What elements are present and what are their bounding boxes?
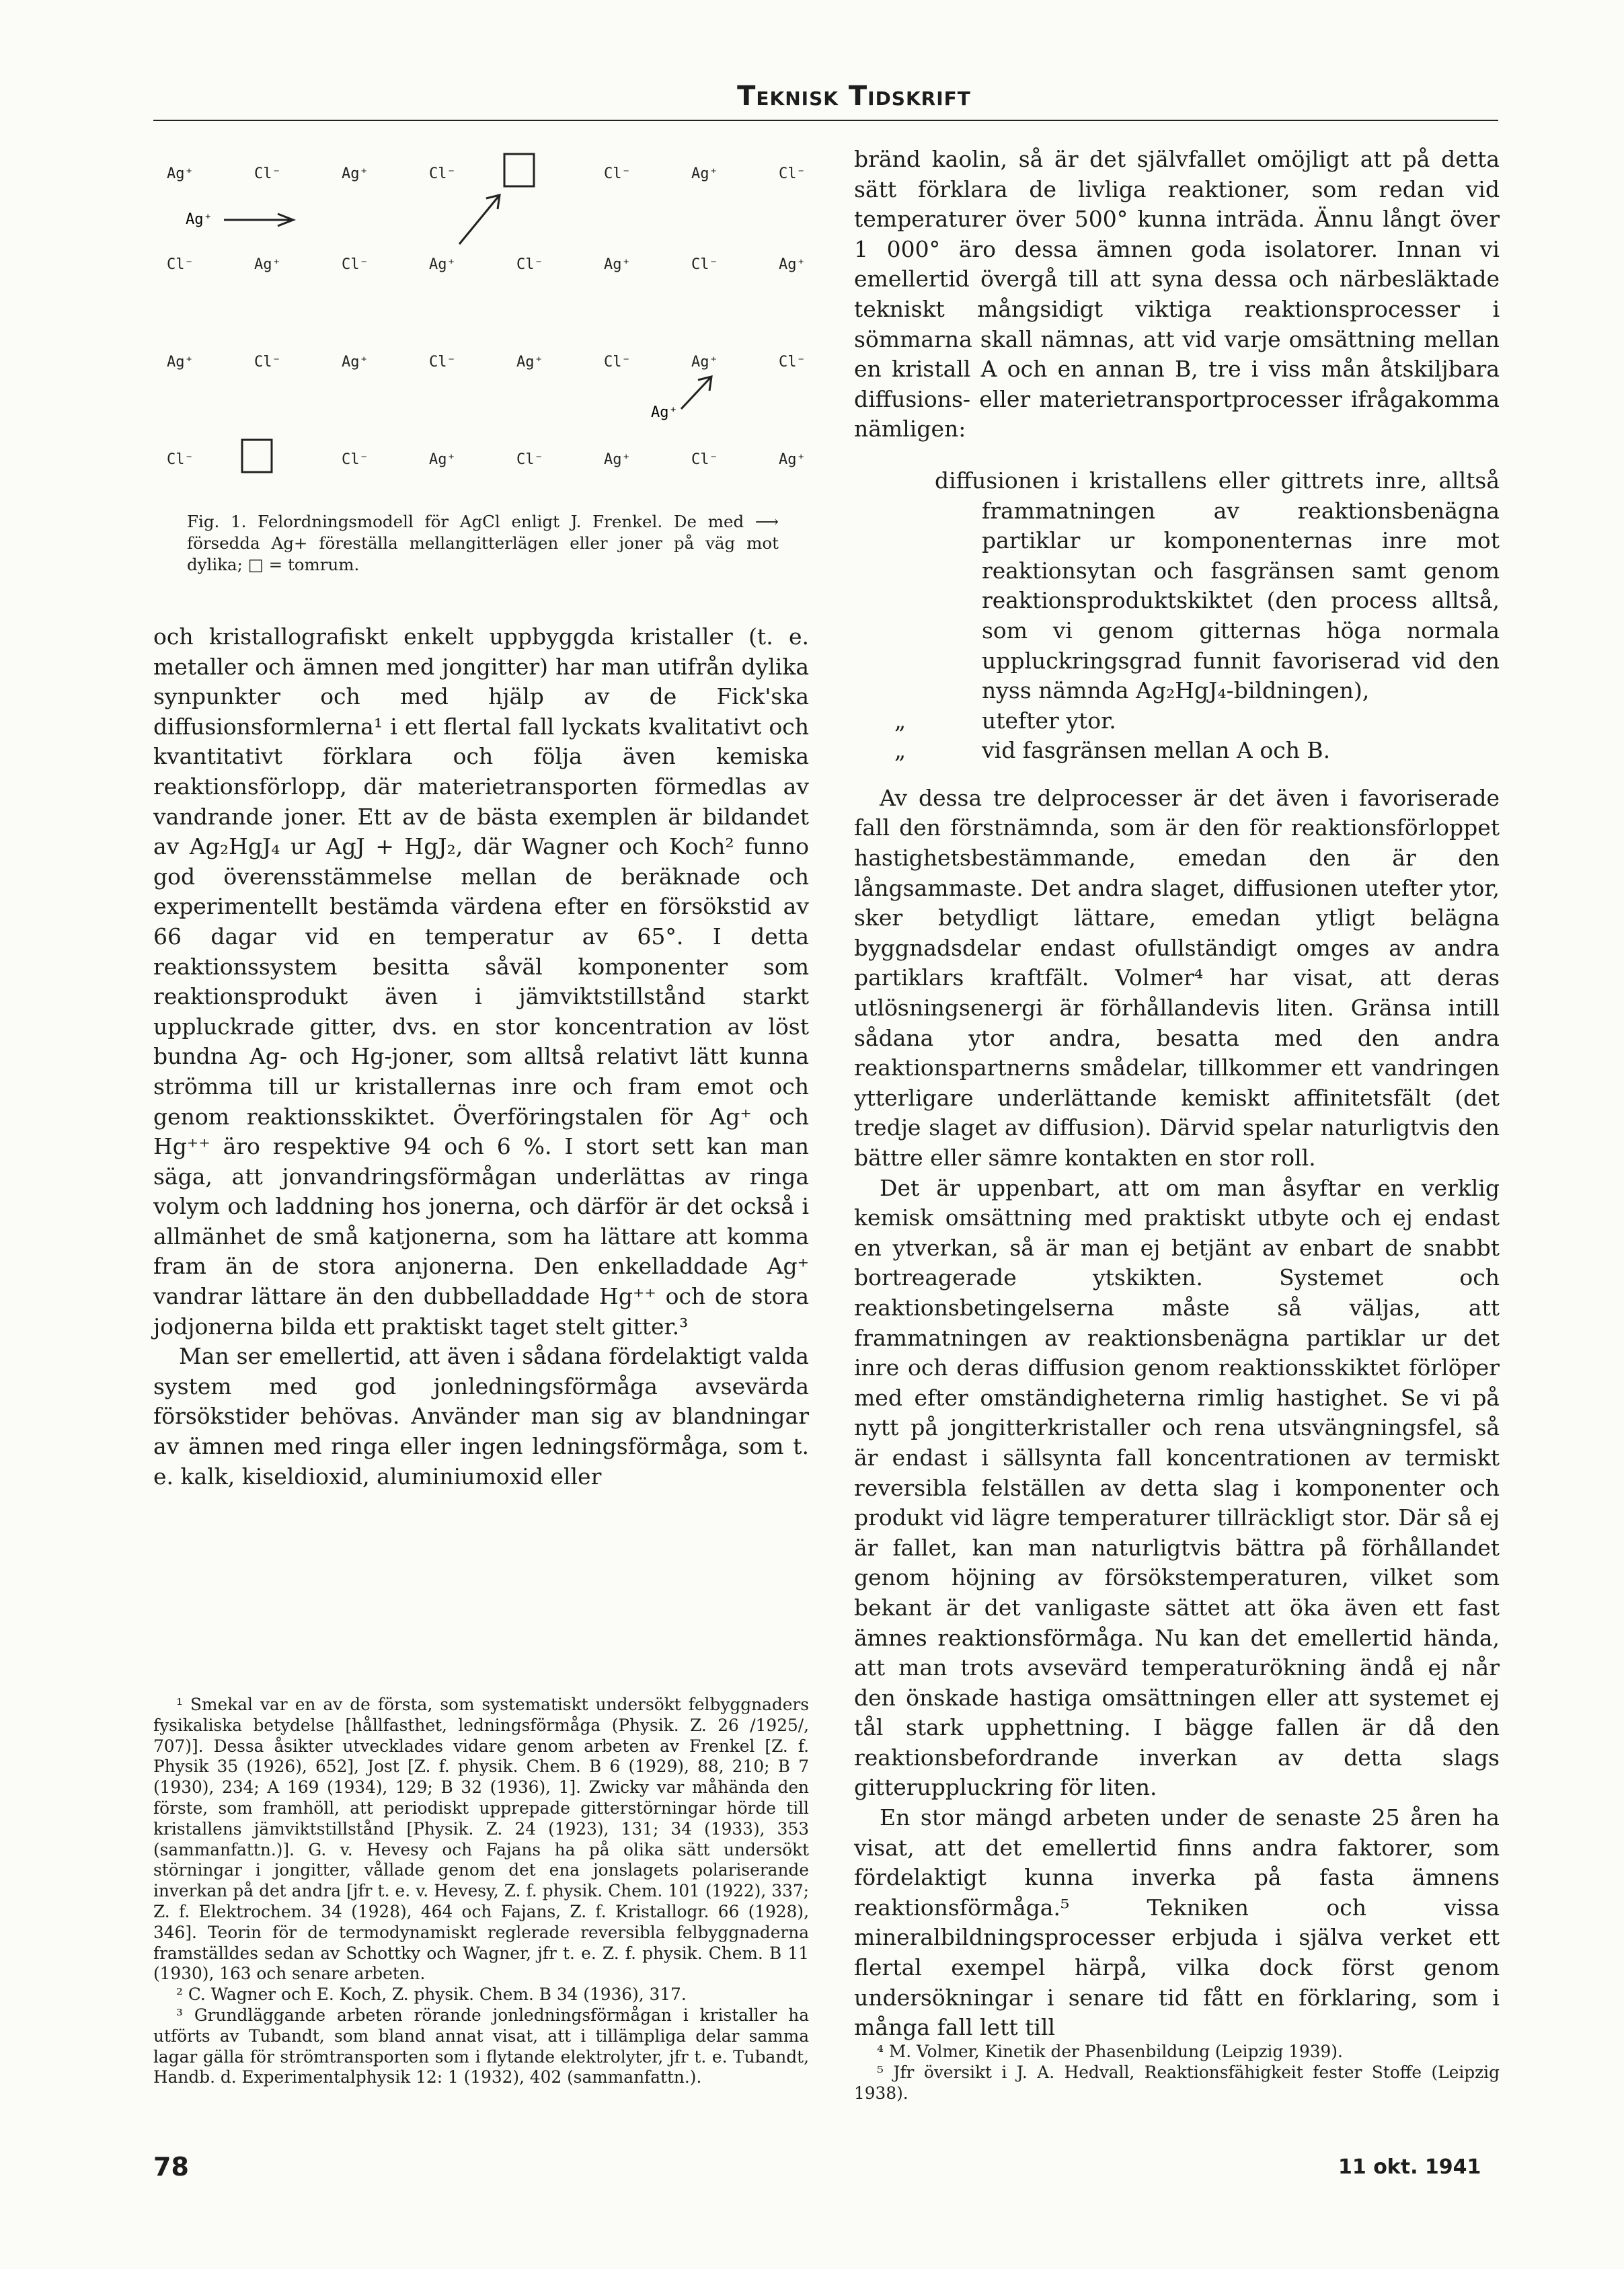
left-paragraph-2: Man ser emellertid, att även i sådana fördelaktigt valda system med god jonledningsförmåga avsevärda försökstider behövas. Använder man sig av blandningar av ämnen med ringa eller ingen ledningsförmåga, som t. e. kalk, kiseldioxid, aluminiumoxid eller xyxy=(153,1343,809,1490)
lattice-ion: Cl⁻ xyxy=(167,451,194,468)
arrow-icon xyxy=(681,377,711,409)
lattice-ion: Cl⁻ xyxy=(254,165,281,182)
list-item xyxy=(854,736,1500,766)
lattice-ion: Cl⁻ xyxy=(691,256,718,273)
lattice-ion: Cl⁻ xyxy=(342,451,369,468)
footnotes-left xyxy=(153,1695,809,2088)
lattice-ion: Ag⁺ xyxy=(779,451,806,468)
lattice-ion: Cl⁻ xyxy=(516,256,543,273)
lattice-ion: Ag⁺ xyxy=(691,165,718,182)
lattice-ion: Ag⁺ xyxy=(342,165,369,182)
right-paragraph-1: bränd kaolin, så är det självfallet omöjligt att på detta sätt förklara de livliga reaktioner, som redan vid temperaturer över 500° kunna inträda. Ännu långt över 1 000° äro dessa ämnen goda isolatorer. Innan vi emellertid övergå till att syna dessa och närbesläktade tekniskt mångsidigt viktiga reaktionsprocesser i sömmarna skall nämnas, att vid varje omsättning mellan en kristall A och en annan B, tre i viss mån åtskiljbara diffusions- eller materietransportprocesser ifrågakomma nämligen: xyxy=(854,146,1500,443)
left-column xyxy=(153,145,809,2087)
diffusion-list xyxy=(854,466,1500,766)
ditto-mark: „ xyxy=(894,737,906,764)
list-item-text-3: vid fasgränsen mellan A och B. xyxy=(982,737,1331,764)
lattice-ion: Cl⁻ xyxy=(604,165,631,182)
lattice-ion: Ag⁺ xyxy=(429,451,456,468)
lattice-ion: Ag⁺ xyxy=(516,354,543,371)
vacancy-square xyxy=(242,440,272,472)
footnote-3: ³ Grundläggande arbeten rörande jonledningsförmågan i kristaller ha utförts av Tubandt, som bland annat visat, att i tillämpliga delar samma lagar gälla för strömtransporten som i flytande elektrolyter, jfr t. e. Tubandt, Handb. d. Experimentalphysik 12: 1 (1932), 402 (sammanfattn.). xyxy=(153,2005,809,2087)
issue-date: 11 okt. 1941 xyxy=(1338,2155,1481,2179)
lattice-ion: Ag⁺ xyxy=(167,165,194,182)
vacancy-square xyxy=(504,154,534,186)
interstitial-ion: Ag⁺ xyxy=(186,211,212,228)
left-paragraph-1: och kristallografiskt enkelt uppbyggda kristaller (t. e. metaller och ämnen med jongitter) har man utifrån dylika synpunkter och med hjälp av de Fick'ska diffusionsformlerna¹ i ett flertal fall lyckats kvalitativt och kvantitativt förklara och följa även kemiska reaktionsförlopp, där materietransporten förmedlas av vandrande joner. Ett av de bästa exemplen är bildandet av Ag₂HgJ₄ ur AgJ + HgJ₂, där Wagner och Koch² funno god överensstämmelse mellan de beräknade och experimentellt bestämda värdena efter en försökstid av 66 dagar vid en temperatur av 65°. I detta reaktionssystem besitta såväl komponenter som reaktionsprodukt även i jämviktstillstånd starkt uppluckrade gitter, dvs. en stor koncentration av löst bundna Ag- och Hg-joner, som alltså relativt lätt kunna strömma till ur kristallernas inre och fram emot och genom reaktionsskiktet. Överföringstalen för Ag⁺ och Hg⁺⁺ äro respektive 94 och 6 %. I stort sett kan man säga, att jonvandringsförmågan underlättas av ringa volym och laddning hos jonerna, och därför är det också i allmänhet de små katjonerna, som ha lättare att komma fram än de stora anjonerna. Den enkelladdade Ag⁺ vandrar lättare än den dubbelladdade Hg⁺⁺ och de stora jodjonerna bilda ett praktiskt taget stelt gitter.³ xyxy=(153,623,809,1340)
right-column xyxy=(854,145,1500,2043)
lattice-ion: Ag⁺ xyxy=(429,256,456,273)
footnote-2: ² C. Wagner och E. Koch, Z. physik. Chem. B 34 (1936), 317. xyxy=(176,1985,687,2005)
right-paragraph-4: En stor mängd arbeten under de senaste 25 åren ha visat, att det emellertid finns andra faktorer, som fördelaktigt kunna inverka på fasta ämnens reaktionsförmåga.⁵ Tekniken och vissa mineralbildningsprocesser erbjuda i själva verket ett flertal exempel härpå, vilka dock först genom undersökningar i senare tid fått en förklaring, som i många fall lett till xyxy=(854,1804,1500,2041)
lattice-ion: Cl⁻ xyxy=(254,354,281,371)
list-item-text-1: diffusionen i kristallens eller gittrets inre, alltså frammatningen av reaktionsbenägna partiklar ur komponenternas inre mot reaktionsytan och fasgränsen samt genom reaktionsproduktskiktet (den process alltså, som vi genom gitternas höga normala uppluckringsgrad funnit favoriserad vid den nyss nämnda Ag₂HgJ₄-bildningen), xyxy=(935,467,1500,704)
lattice-ion: Cl⁻ xyxy=(691,451,718,468)
lattice-ion: Ag⁺ xyxy=(604,256,631,273)
lattice-ion: Ag⁺ xyxy=(604,451,631,468)
lattice-ion: Cl⁻ xyxy=(342,256,369,273)
lattice-ion: Ag⁺ xyxy=(167,354,194,371)
lattice-ion: Ag⁺ xyxy=(254,256,281,273)
right-paragraph-2: Av dessa tre delprocesser är det även i favoriserade fall den förstnämnda, som är den för reaktionsförloppet hastighetsbestämmande, emedan den är den långsammaste. Det andra slaget, diffusionen utefter ytor, sker betydligt lättare, emedan ytligt belägna byggnadsdelar endast ofullständigt omges av andra partiklars kraftfält. Volmer⁴ har visat, att deras utlösningsenergi är förhållandevis liten. Gränsa intill sådana ytor andra, besatta med den andra reaktionspartnerns smådelar, tillkommer ett vandringen ytterligare underlättande kemiskt affinitetsfält (det tredje slaget av diffusion). Därvid spelar naturligtvis den bättre eller sämre kontakten en stor roll. xyxy=(854,784,1500,1171)
arrow-icon xyxy=(224,214,293,226)
page-number: 78 xyxy=(153,2152,189,2182)
lattice-ion: Ag⁺ xyxy=(342,354,369,371)
arrow-icon xyxy=(459,195,500,244)
journal-header: Teknisk Tidskrift xyxy=(737,81,971,112)
lattice-ion: Cl⁻ xyxy=(429,165,456,182)
lattice-ion: Ag⁺ xyxy=(691,354,718,371)
ditto-mark: „ xyxy=(894,707,906,734)
list-item xyxy=(854,466,1500,706)
list-item-text-2: utefter ytor. xyxy=(982,707,1116,734)
lattice-ion: Cl⁻ xyxy=(429,354,456,371)
list-item xyxy=(854,706,1500,736)
lattice-ion: Cl⁻ xyxy=(779,165,806,182)
footnote-4: ⁴ M. Volmer, Kinetik der Phasenbildung (Leipzig 1939). xyxy=(877,2042,1343,2061)
left-body xyxy=(153,622,809,1492)
lattice-ion: Cl⁻ xyxy=(516,451,543,468)
footnote-5: ⁵ Jfr översikt i J. A. Hedvall, Reaktionsfähigkeit fester Stoffe (Leipzig 1938). xyxy=(854,2062,1500,2103)
right-paragraph-3: Det är uppenbart, att om man åsyftar en verklig kemisk omsättning med praktiskt utbyte och ej endast en ytverkan, så är man ej betjänt av enbart de snabbt bortreagerade ytskikten. Systemet och reaktionsbetingelserna måste så väljas, att frammatningen av reaktionsbenägna partiklar ur det inre och deras diffusion genom reaktionsskiktet förlöper med efter omständigheterna rimlig hastighet. Se vi på nytt på jongitterkristaller och rena utsvängningsfel, så är endast i sällsynta fall koncentrationen av termiskt reversibla felställen av detta slag i komponenter och produkt vid lägre temperaturer tillräckligt stor. Där så ej är fallet, kan man naturligtvis bättra på förhållandet genom höjning av försökstemperaturen, vilket som bekant är det vanligaste sättet att öka även ett fast ämnes reaktionsförmåga. Nu kan det emellertid hända, att man trots avsevärd temperaturökning ändå ej når den önskade hastiga omsättningen eller att systemet ej tål stark upphettning. I bägge fallen är då den reaktionsbefordrande inverkan av detta slags gitteruppluckring för liten. xyxy=(854,1174,1500,1801)
lattice-diagram xyxy=(147,145,819,511)
figure-caption: Fig. 1. Felordningsmodell för AgCl enligt J. Frenkel. De med ⟶ försedda Ag+ föreställa mellangitterlägen eller joner på väg mot dylika; □ = tomrum. xyxy=(187,512,779,574)
lattice-ion: Cl⁻ xyxy=(167,256,194,273)
header-rule xyxy=(153,120,1498,121)
footnote-1: ¹ Smekal var en av de första, som systematiskt undersökt felbyggnaders fysikaliska betydelse [hållfasthet, ledningsförmåga (Physik. Z. 26 /1925/, 707)]. Dessa åsikter utvecklades vidare genom arbeten av Frenkel [Z. f. Physik 35 (1926), 652], Jost [Z. f. physik. Chem. B 6 (1929), 88, 210; B 7 (1930), 234; A 169 (1934), 129; B 32 (1936), 1]. Zwicky var måhända den förste, som framhöll, att periodiskt upprepade gitterstörningar hörde till kristallens jämviktstillstånd [Physik. Z. 24 (1923), 131; 34 (1933), 353 (sammanfattn.)]. G. v. Hevesy och Fajans ha på olika sätt undersökt störningar i jongitter, vållade genom det ena jonslagets polariserande inverkan på det andra [jfr t. e. v. Hevesy, Z. f. physik. Chem. 101 (1922), 337; Z. f. Elektrochem. 34 (1928), 464 och Fajans, Z. f. Kristallogr. 66 (1928), 346]. Teorin för de termodynamiskt reglerade reversibla felbyggnaderna framställdes sedan av Schottky och Wagner, jfr t. e. Z. f. physik. Chem. B 11 (1930), 163 och senare arbeten. xyxy=(153,1695,809,1984)
lattice-ion: Ag⁺ xyxy=(779,256,806,273)
lattice-ion: Cl⁻ xyxy=(779,354,806,371)
lattice-ion: Cl⁻ xyxy=(604,354,631,371)
interstitial-ion: Ag⁺ xyxy=(651,404,678,421)
figure-frenkel-model xyxy=(147,145,819,574)
footnotes-right xyxy=(854,2042,1500,2104)
